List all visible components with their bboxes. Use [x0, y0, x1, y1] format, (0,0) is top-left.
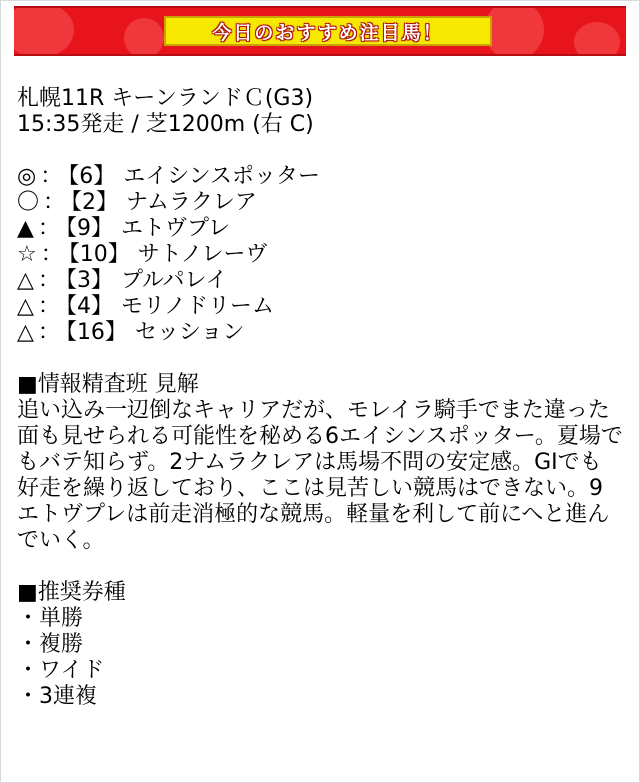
recommend-banner[interactable] [14, 6, 626, 56]
pick-row [17, 164, 623, 190]
spacer [17, 554, 623, 580]
pick-mark: △ [17, 294, 34, 319]
pick-number: 【2】 [71, 190, 119, 215]
bet-item: ・ワイド [17, 658, 105, 683]
bet-item: ・3連複 [17, 684, 97, 709]
pick-separator: ： [40, 242, 63, 267]
pick-mark: △ [17, 320, 34, 345]
banner-decoration [124, 18, 164, 56]
pick-horse: セッション [134, 320, 245, 345]
pick-number: 【10】 [68, 242, 130, 267]
spacer [17, 346, 623, 372]
pick-horse: エトヴプレ [120, 216, 231, 241]
pick-mark: 〇 [17, 190, 40, 215]
analysis-heading: ■情報精査班 見解 [17, 372, 199, 397]
pick-horse: エイシンスポッター [123, 164, 321, 189]
pick-separator: ： [37, 216, 60, 241]
bet-item: ・複勝 [17, 632, 84, 657]
bets-list [17, 606, 623, 710]
pick-number: 【4】 [65, 294, 113, 319]
article-content [17, 86, 623, 710]
race-info: 15:35発走 / 芝1200m (右 C) [17, 112, 314, 137]
bets-heading: ■推奨券種 [17, 580, 126, 605]
pick-number: 【6】 [68, 164, 116, 189]
pick-list [17, 164, 623, 346]
pick-mark: ☆ [17, 242, 37, 267]
pick-row [17, 216, 623, 242]
pick-row [17, 294, 623, 320]
pick-row [17, 320, 623, 346]
banner-decoration [574, 22, 620, 56]
pick-separator: ： [37, 320, 60, 345]
pick-horse: サトノレーヴ [137, 242, 268, 267]
banner-decoration [14, 6, 74, 56]
pick-separator: ： [43, 190, 66, 215]
banner-decoration [484, 6, 544, 56]
pick-mark: △ [17, 268, 34, 293]
pick-separator: ： [40, 164, 63, 189]
pick-row [17, 242, 623, 268]
pick-separator: ： [37, 268, 60, 293]
pick-horse: プルパレイ [120, 268, 228, 293]
banner-title: 今日のおすすめ注目馬！ [164, 16, 492, 46]
pick-horse: モリノドリーム [120, 294, 275, 319]
pick-mark: ◎ [17, 164, 37, 189]
pick-mark: ▲ [17, 216, 34, 241]
pick-number: 【16】 [65, 320, 127, 345]
pick-row [17, 190, 623, 216]
pick-number: 【3】 [65, 268, 113, 293]
race-title: 札幌11R キーンランドＣ(G3) [17, 86, 314, 111]
pick-separator: ： [37, 294, 60, 319]
analysis-body: 追い込み一辺倒なキャリアだが、モレイラ騎手でまた違った面も見せられる可能性を秘める6エイシンスポッター。夏場でもバテ知らず。2ナムラクレアは馬場不問の安定感。GIでも好走を繰り返しており、ここは見苦しい競馬はできない。9エトヴプレは前走消極的な競馬。軽量を利して前にへと進んでいく。 [17, 398, 623, 553]
pick-number: 【9】 [65, 216, 113, 241]
bet-item: ・単勝 [17, 606, 84, 631]
pick-row [17, 268, 623, 294]
spacer [17, 138, 623, 164]
pick-horse: ナムラクレア [126, 190, 257, 215]
